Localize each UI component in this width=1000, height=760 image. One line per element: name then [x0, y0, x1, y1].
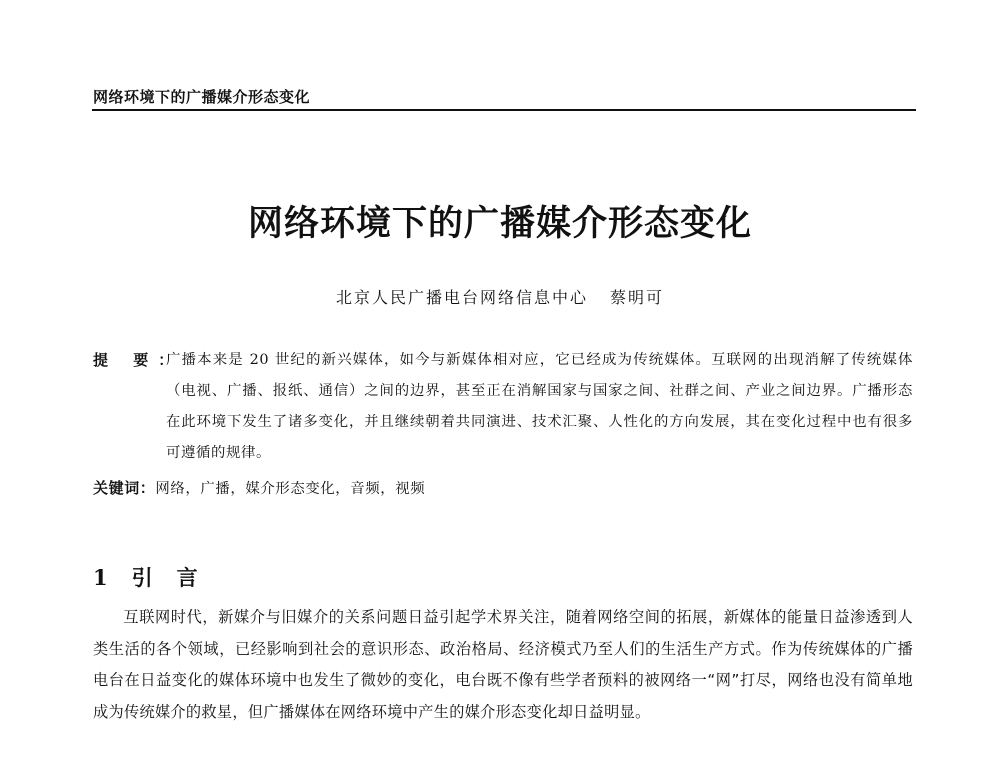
author-name: 蔡明可 — [610, 288, 665, 307]
abstract — [93, 345, 913, 469]
abstract-label: 提 要： — [93, 351, 184, 369]
body-paragraph: 互联网时代，新媒介与旧媒介的关系问题日益引起学术界关注，随着网络空间的拓展，新媒体的能量日益渗透到人类生活的各个领域，已经影响到社会的意识形态、政治格局、经济模式乃至人们的生活生产方式。作为传统媒体的广播电台在日益变化的媒体环境中也发生了微妙的变化，电台既不像有些学者预料的被网络一“网”打尽，网络也没有简单地成为传统媒介的救星，但广播媒体在网络环境中产生的媒介形态变化却日益明显。 — [93, 608, 913, 721]
keywords — [93, 473, 425, 504]
keywords-label: 关键词： — [93, 479, 156, 497]
author-line — [0, 285, 1000, 308]
abstract-text: 广播本来是 20 世纪的新兴媒体，如今与新媒体相对应，它已经成为传统媒体。互联网的出现消解了传统媒体（电视、广播、报纸、通信）之间的边界，甚至正在消解国家与国家之间、社群之间、产业之间边界。广播形态在此环境下发生了诸多变化，并且继续朝着共同演进、技术汇聚、人性化的方向发展，其在变化过程中也有很多可遵循的规律。 — [166, 352, 913, 461]
paper-title: 网络环境下的广播媒介形态变化 — [247, 203, 752, 244]
section-number: 1 — [93, 565, 110, 590]
running-header: 网络环境下的广播媒介形态变化 — [93, 88, 311, 106]
section-heading — [93, 562, 200, 592]
section-title-char-2: 言 — [176, 565, 200, 590]
keywords-text: 网络，广播，媒介形态变化，音频，视频 — [155, 481, 426, 497]
section-title-char-1: 引 — [131, 565, 155, 590]
author-affiliation: 北京人民广播电台网络信息中心 — [335, 288, 588, 307]
header-rule — [92, 109, 916, 111]
